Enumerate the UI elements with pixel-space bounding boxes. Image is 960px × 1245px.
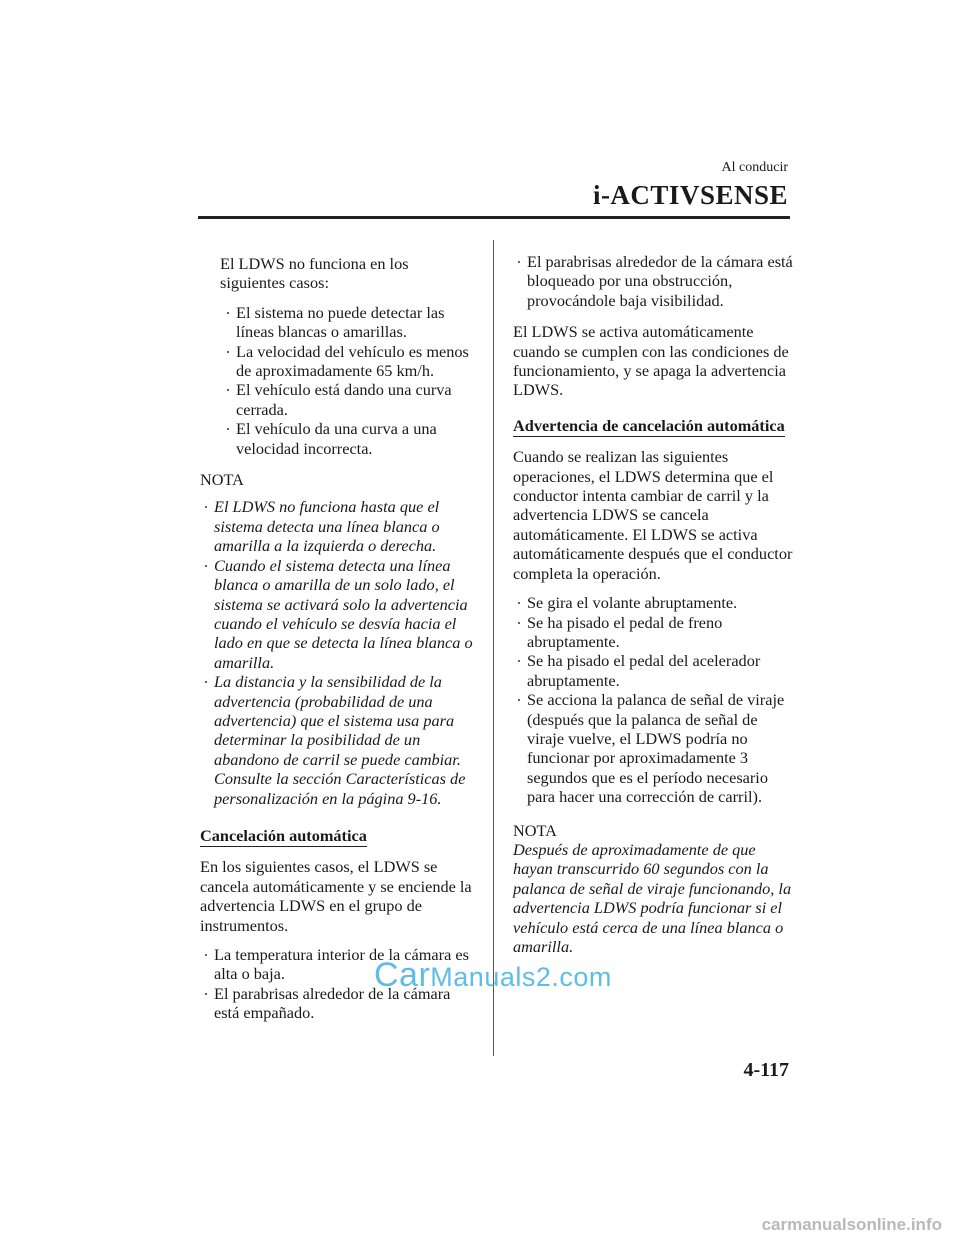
list-item: Cuando el sistema detecta una línea blanca o amarilla de un solo lado, el sistema se activará solo la advertencia cuando el vehículo se desvía hacia el lado en que se detecta la línea blanca o amarilla. xyxy=(200,556,475,672)
intro-text: El LDWS no funciona en los siguientes casos: xyxy=(220,254,409,293)
header-section: Al conducir xyxy=(721,160,788,175)
watermark-prefix: Car xyxy=(374,956,431,994)
section-paragraph: Cuando se realizan las siguientes operaciones, el LDWS determina que el conductor intenta cambiar de carril y la advertencia LDWS se cancela automáticamente. El LDWS se activa automáticamente después que el conductor completa la operación. xyxy=(513,447,793,583)
right-column xyxy=(513,252,795,956)
list-item: Se ha pisado el pedal del acelerador abruptamente. xyxy=(513,651,795,690)
section-paragraph: En los siguientes casos, el LDWS se cancela automáticamente y se enciende la advertencia LDWS en el grupo de instrumentos. xyxy=(200,857,472,935)
list-item: El vehículo da una curva a una velocidad incorrecta. xyxy=(222,419,475,458)
list-item: Se gira el volante abruptamente. xyxy=(513,593,795,612)
column-divider xyxy=(493,240,494,1056)
list-item: La velocidad del vehículo es menos de aproximadamente 65 km/h. xyxy=(222,342,475,381)
list-item: Se acciona la palanca de señal de viraje (después que la palanca de señal de viraje vuelve, el LDWS podría no funcionar por aproximadamente 3 segundos que es el período necesario para hacer una corrección de carril). xyxy=(513,690,795,806)
list-item: El vehículo está dando una curva cerrada. xyxy=(222,380,475,419)
section-heading: Cancelación automática xyxy=(200,826,367,847)
top-bullet-list xyxy=(513,252,795,310)
intro-bullet-list xyxy=(222,303,475,458)
list-item: Se ha pisado el pedal de freno abruptamente. xyxy=(513,613,795,652)
left-column xyxy=(200,254,475,1035)
header-title: i-ACTIVSENSE xyxy=(592,180,788,210)
bullet-list xyxy=(513,593,795,806)
header-rule xyxy=(198,216,790,219)
watermark-logo xyxy=(374,956,612,995)
list-item: La distancia y la sensibilidad de la advertencia (probabilidad de una advertencia) que el sistema usa para determinar la posibilidad de un abandono de carril se puede cambiar. Consulte la sección Características de personalización en la página 9-16. xyxy=(200,672,475,808)
footer-watermark: carmanualsonline.info xyxy=(761,1215,942,1234)
watermark-main: Manuals2.com xyxy=(430,962,612,992)
section-heading: Advertencia de cancelación automática xyxy=(513,416,785,437)
note-label: NOTA xyxy=(513,820,557,840)
note-bullet-list xyxy=(200,497,475,808)
list-item: La temperatura interior de la cámara es alta o baja. xyxy=(200,945,475,984)
section-paragraph: El LDWS se activa automáticamente cuando se cumplen con las condiciones de funcionamiento, y se apaga la advertencia LDWS. xyxy=(513,322,789,400)
note-text: Después de aproximadamente de que hayan transcurrido 60 segundos con la palanca de señal de viraje funcionando, la advertencia LDWS podría funcionar si el vehículo está cerca de una línea blanca o amarilla. xyxy=(513,839,792,956)
note-label: NOTA xyxy=(200,470,244,490)
page-number: 4-117 xyxy=(743,1059,789,1081)
list-item: El parabrisas alrededor de la cámara está empañado. xyxy=(200,984,475,1023)
list-item: El parabrisas alrededor de la cámara está bloqueado por una obstrucción, provocándole baja visibilidad. xyxy=(513,252,795,310)
list-item: El sistema no puede detectar las líneas blancas o amarillas. xyxy=(222,303,475,342)
list-item: El LDWS no funciona hasta que el sistema detecta una línea blanca o amarilla a la izquierda o derecha. xyxy=(200,497,475,555)
